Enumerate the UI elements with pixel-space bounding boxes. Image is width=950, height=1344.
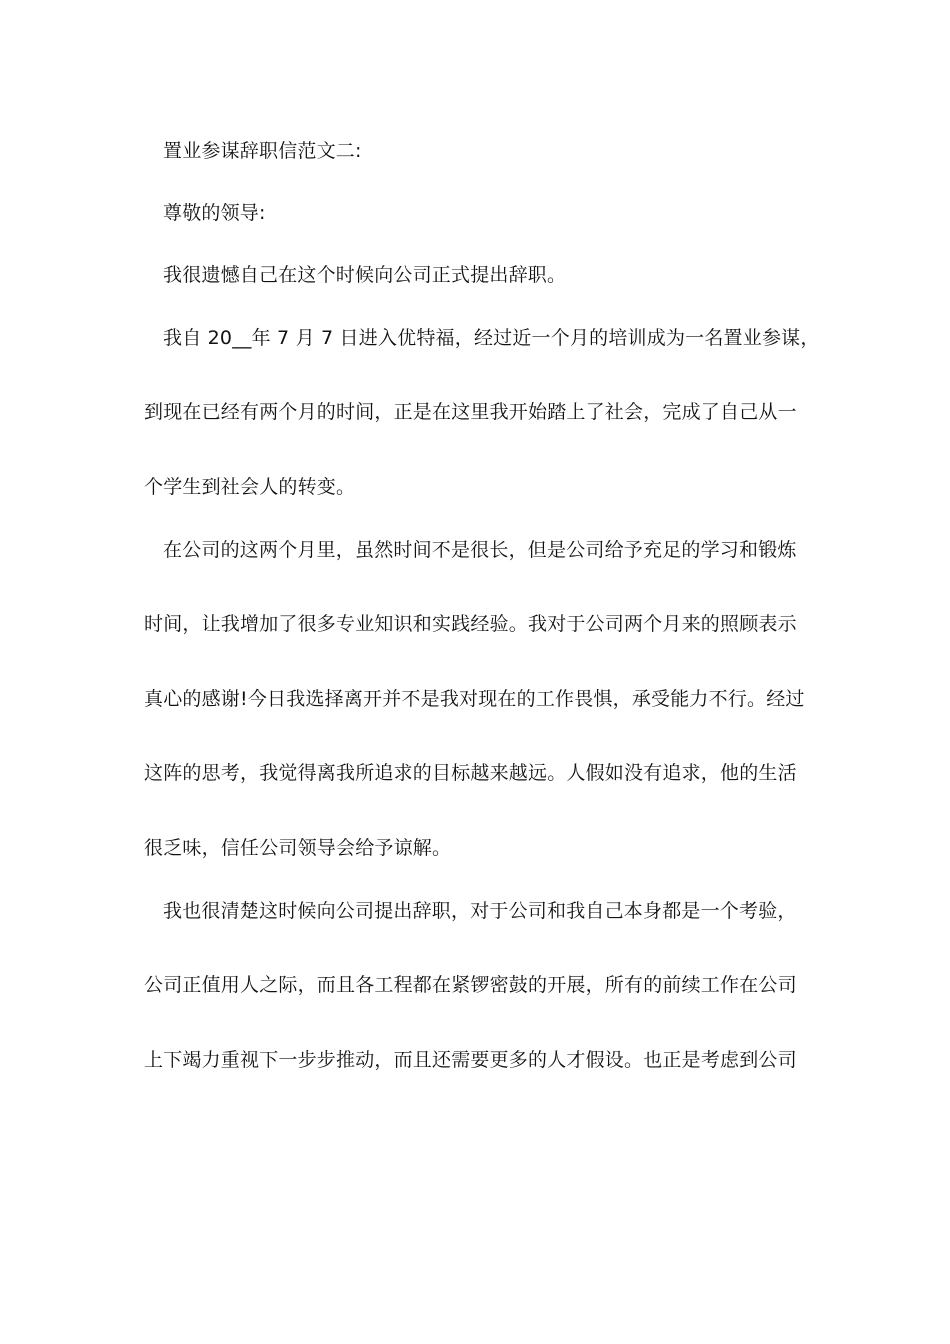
- paragraph-line: 我很遗憾自己在这个时候向公司正式提出辞职。: [163, 264, 567, 286]
- document-title: 置业参谋辞职信范文二:: [163, 140, 362, 162]
- paragraph-line: 上下竭力重视下一步步推动，而且还需要更多的人才假设。也正是考虑到公司: [144, 1049, 797, 1071]
- paragraph-line: 真心的感谢!今日我选择离开并不是我对现在的工作畏惧，承受能力不行。经过: [144, 688, 805, 710]
- paragraph-line: 到现在已经有两个月的时间，正是在这里我开始踏上了社会，完成了自己从一: [144, 401, 797, 423]
- paragraph-line: 我也很清楚这时候向公司提出辞职，对于公司和我自己本身都是一个考验，: [163, 900, 797, 922]
- paragraph-line: 这阵的思考，我觉得离我所追求的目标越来越远。人假如没有追求，他的生活: [144, 762, 797, 784]
- salutation: 尊敬的领导:: [163, 202, 266, 224]
- paragraph-line: 在公司的这两个月里，虽然时间不是很长，但是公司给予充足的学习和锻炼: [163, 539, 797, 561]
- paragraph-line: 时间，让我增加了很多专业知识和实践经验。我对于公司两个月来的照顾表示: [144, 613, 797, 635]
- paragraph-line: 个学生到社会人的转变。: [144, 476, 356, 498]
- paragraph-line: 很乏味，信任公司领导会给予谅解。: [144, 837, 452, 859]
- paragraph-line: 我自 20__年 7 月 7 日进入优特福，经过近一个月的培训成为一名置业参谋，: [163, 327, 820, 349]
- paragraph-line: 公司正值用人之际，而且各工程都在紧锣密鼓的开展，所有的前续工作在公司: [144, 974, 797, 996]
